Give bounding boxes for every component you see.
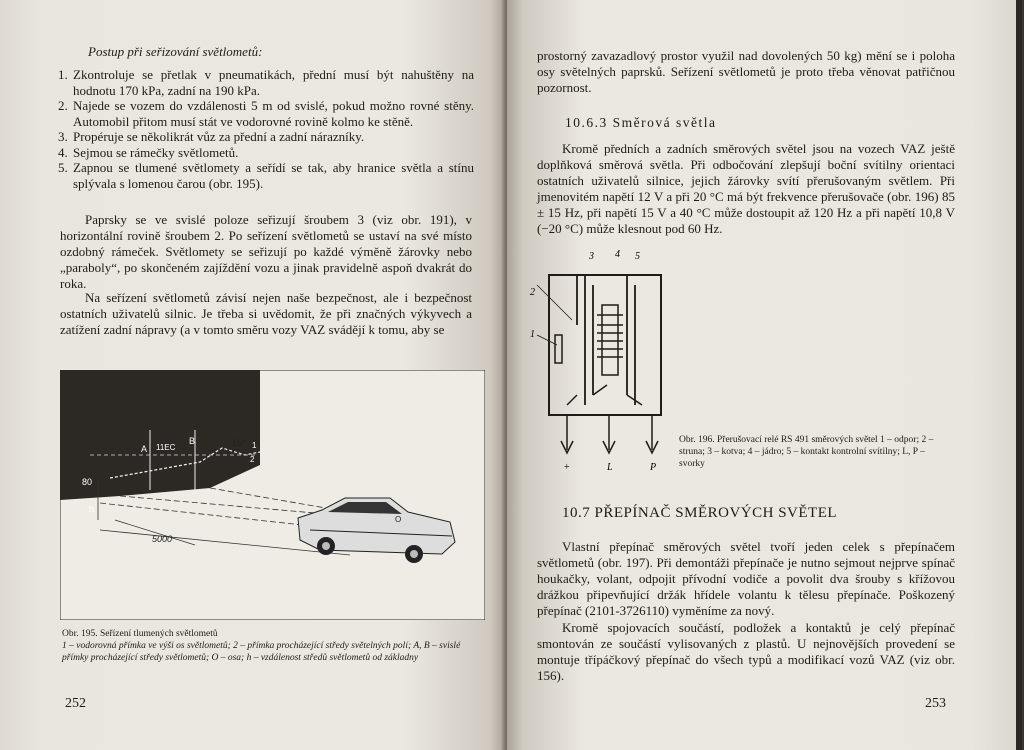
paragraph: Kromě spojovacích součástí, podložek a kontaktů je celý přepínač smontován ze součástí vylisovaných z plastů. U nejnovějších provedení se montuje třípáčkový přepínač do všech typů a modifikací vozů VAZ (viz obr. 156).	[537, 620, 955, 683]
label-O: O	[395, 515, 402, 524]
paragraph: Vlastní přepínač směrových světel tvoří jeden celek s přepínačem světlometů (obr. 197). Při demontáži přepínače je nutno sejmout nejprve spínač houkačky, volant, odpojit přívodní vodiče a povolit dva šrouby s křížovou drážkou připevňující držák hřídele volantu k tělesu přepínače. Poškozený přepínač (2101-3726110) vyměníme za nový.	[537, 539, 955, 618]
fig196-label-2: 2	[530, 287, 535, 298]
step-item: 1. Zkontroluje se přetlak v pneumatikách, přední musí být nahuštěny na hodnotu 170 kPa, zadní na 190 kPa.	[58, 67, 474, 98]
label-5000: 5000	[152, 534, 173, 544]
page-edge	[1016, 0, 1022, 750]
page-number: 252	[65, 696, 86, 711]
procedure-steps	[58, 67, 474, 191]
figure-195-caption-body: 1 – vodorovná přímka ve výši os světlometů; 2 – přímka procházející středy světelných polí; A, B – svislé přímky procházející středy světlometů; O – osa; h – vzdálenost středů světlometů od základny	[62, 641, 461, 663]
paragraph: Paprsky se ve svislé poloze seřizují šroubem 3 (viz obr. 191), v horizontální rovině šroubem 2. Po seřízení světlometů se ustaví na své místo ozdobný rámeček. Světlomety se seřizují po každé výměně žárovky nebo „paraboly“, po skončeném zajíždění vozu a jinak pravidelně aspoň dvakrát do roka.	[60, 212, 472, 291]
section-heading-10-7: 10.7 PŘEPÍNAČ SMĚROVÝCH SVĚTEL	[562, 505, 838, 521]
label-80: 80	[82, 477, 93, 487]
step-item: 2. Najede se vozem do vzdálenosti 5 m od svislé, pokud možno rovné stěny. Automobil přitom musí stát ve vodorovné rovině kolmo ke stěně.	[58, 98, 474, 129]
left-page	[0, 0, 505, 750]
step-item: 3. Propéruje se několikrát vůz za přední a zadní nárazníky.	[58, 129, 365, 144]
step-item: 5. Zapnou se tlumené světlomety a seřídí se tak, aby hranice světla a stínu splývala s lomenou čarou (obr. 195).	[58, 160, 474, 191]
fig196-label-5: 5	[635, 251, 640, 262]
figure-196-relay-schematic	[527, 245, 677, 475]
paragraph: Na seřízení světlometů závisí nejen naše bezpečnost, ale i bezpečnost ostatních uživatelů silnic. Je třeba si uvědomit, že při značných výkyvech a zatížení zadní nápravy (a v tomto směru vozy VAZ svádějí k tomu, aby se	[60, 290, 472, 337]
fig196-label-P: P	[650, 462, 657, 473]
right-page	[507, 0, 1022, 750]
label-angle: 15°	[232, 438, 246, 448]
step-item: 4. Sejmou se rámečky světlometů.	[58, 144, 239, 160]
figure-195-caption-title: Obr. 195. Seřízení tlumených světlometů	[62, 629, 218, 639]
label-2: 2	[250, 455, 255, 464]
page-number: 253	[925, 696, 946, 711]
paragraph: prostorný zavazadlový prostor využil nad dovolených 50 kg) mění se i poloha osy světelných paprsků. Seřízení světlometů je proto třeba věnovat patřičnou pozornost.	[537, 48, 955, 95]
section-heading-10-6-3: 10.6.3 Směrová světla	[565, 115, 717, 130]
paragraph: Kromě předních a zadních směrových světel jsou na vozech VAZ ještě doplňková směrová světla. Při odbočování zlepšují boční svítilny orientaci ostatních uživatelů silnice, jejich žárovky svítí přerušovaným světlem. Při jmenovitém napětí 12 V a při 20 °C má být frekvence přerušovače (obr. 196) 85 ± 15 Hz, při napětí 15 V a 40 °C může dostoupit až 120 Hz a při napětí 10,8 V (−20 °C) může klesnout pod 60 Hz.	[537, 141, 955, 236]
label-1: 1	[252, 441, 257, 450]
figure-196-caption: Obr. 196. Přerušovací relé RS 491 směrových světel 1 – odpor; 2 – struna; 3 – kotva; 4 – jádro; 5 – kontakt kontrolní svítilny; L, P – svorky	[679, 435, 934, 469]
fig196-label-plus: +	[564, 462, 570, 473]
label-h: h	[89, 504, 95, 514]
label-B: B	[189, 436, 196, 446]
label-A: A	[141, 444, 148, 454]
label-dist-top: 11EC	[156, 443, 176, 452]
procedure-title: Postup při seřizování světlometů:	[88, 44, 263, 59]
figure-195-headlight-aim	[60, 370, 485, 620]
fig196-label-3: 3	[589, 251, 594, 262]
fig196-label-L: L	[607, 462, 613, 473]
resistor	[555, 335, 562, 363]
fig196-label-4: 4	[615, 249, 620, 260]
fig196-label-1: 1	[530, 329, 535, 340]
